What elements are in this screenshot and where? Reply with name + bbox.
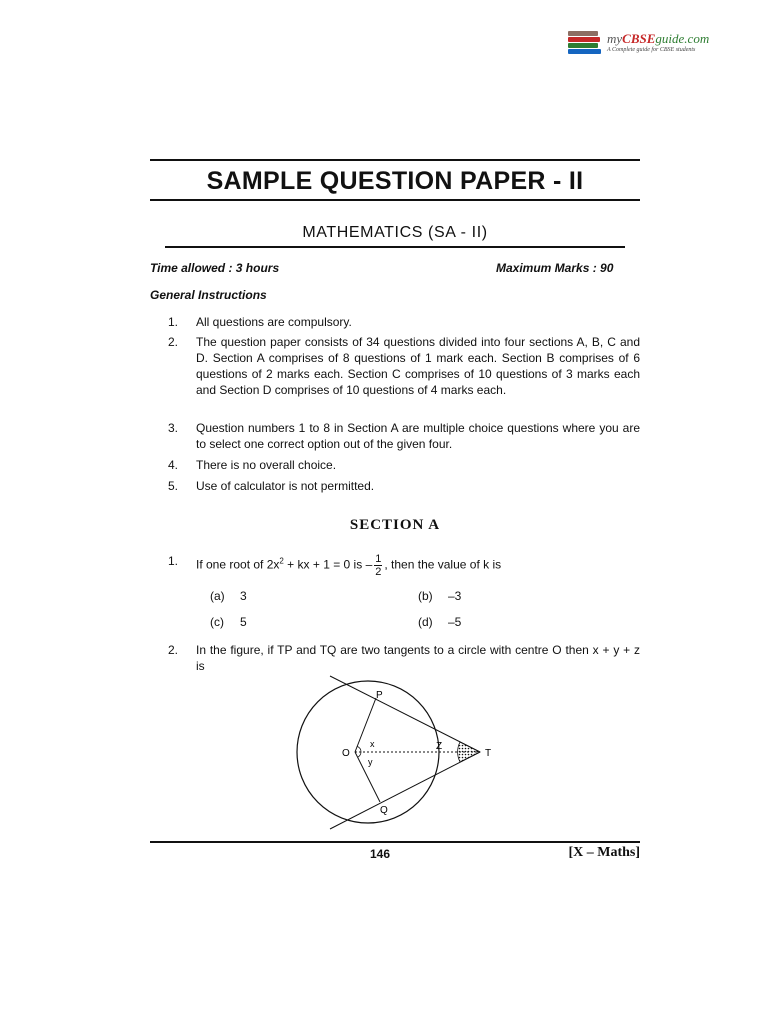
- option-d: (d) –5: [418, 615, 462, 629]
- instruction-item: 5. Use of calculator is not permitted.: [168, 479, 375, 493]
- label-x: x: [370, 739, 375, 749]
- angle-z-shade: [458, 742, 480, 762]
- option-c: (c) 5: [210, 615, 247, 629]
- instruction-item: 4. There is no overall choice.: [168, 458, 337, 472]
- page-title: SAMPLE QUESTION PAPER - II: [206, 167, 584, 195]
- title-bottom-rule: [150, 199, 640, 201]
- instruction-item: 1. All questions are compulsory.: [168, 315, 352, 329]
- site-logo: [566, 26, 710, 58]
- section-heading: SECTION A: [349, 517, 441, 533]
- option-a: (a) 3: [210, 589, 247, 603]
- question-2: 2. In the figure, if TP and TQ are two tangents to a circle with centre O then x + y + z is: [168, 643, 640, 673]
- label-o: O: [342, 748, 350, 759]
- label-q: Q: [380, 805, 388, 816]
- tangent-tq: [330, 752, 480, 829]
- tangent-circle-figure: [290, 672, 510, 832]
- page-subtitle: MATHEMATICS (SA - II): [302, 224, 488, 241]
- subject-reference: [X – Maths]: [568, 845, 640, 860]
- footer-rule: [150, 841, 640, 843]
- label-p: P: [376, 690, 383, 701]
- option-b: (b) –3: [418, 589, 462, 603]
- angle-y-arc: [358, 752, 361, 757]
- question-1: 1. If one root of $2x^2$ + kx + 1 = 0 is – $\frac{1}{2}$ , then the value of k is: [168, 553, 502, 578]
- label-t: T: [485, 748, 492, 759]
- page-number: 146: [370, 847, 391, 861]
- maximum-marks: Maximum Marks : 90: [496, 261, 614, 275]
- question-1-text: If one root of $2x^2$ + kx + 1 = 0 is – $\frac{1}{2}$ , then the value of k is: [196, 553, 502, 578]
- books-icon: [566, 27, 604, 57]
- fraction: $\frac{1}{2}$: [375, 553, 382, 578]
- subtitle-rule: [165, 246, 625, 248]
- instruction-item: 2. The question paper consists of 34 questions divided into four sections A, B, C and D. Section A comprises of 8 questions of 1 mark each. Section B comprises of 6 questions of 2 marks each. Section C comprises of 10 questions of 3 marks each and Section D comprises of 10 questions of 4 marks each.: [168, 335, 640, 397]
- instructions-heading: General Instructions: [150, 288, 267, 302]
- label-y: y: [368, 757, 373, 767]
- title-top-rule: [150, 159, 640, 161]
- tangent-tp: [330, 676, 480, 752]
- instruction-item: 3. Question numbers 1 to 8 in Section A are multiple choice questions where you are to select one correct option out of the given four.: [168, 421, 640, 451]
- time-allowed: Time allowed : 3 hours: [150, 261, 280, 275]
- angle-x-arc: [358, 747, 362, 753]
- label-z: Z: [436, 741, 443, 752]
- logo-tagline: A Complete guide for CBSE students: [607, 46, 696, 53]
- logo-brand: myCBSEguide.com: [607, 30, 710, 46]
